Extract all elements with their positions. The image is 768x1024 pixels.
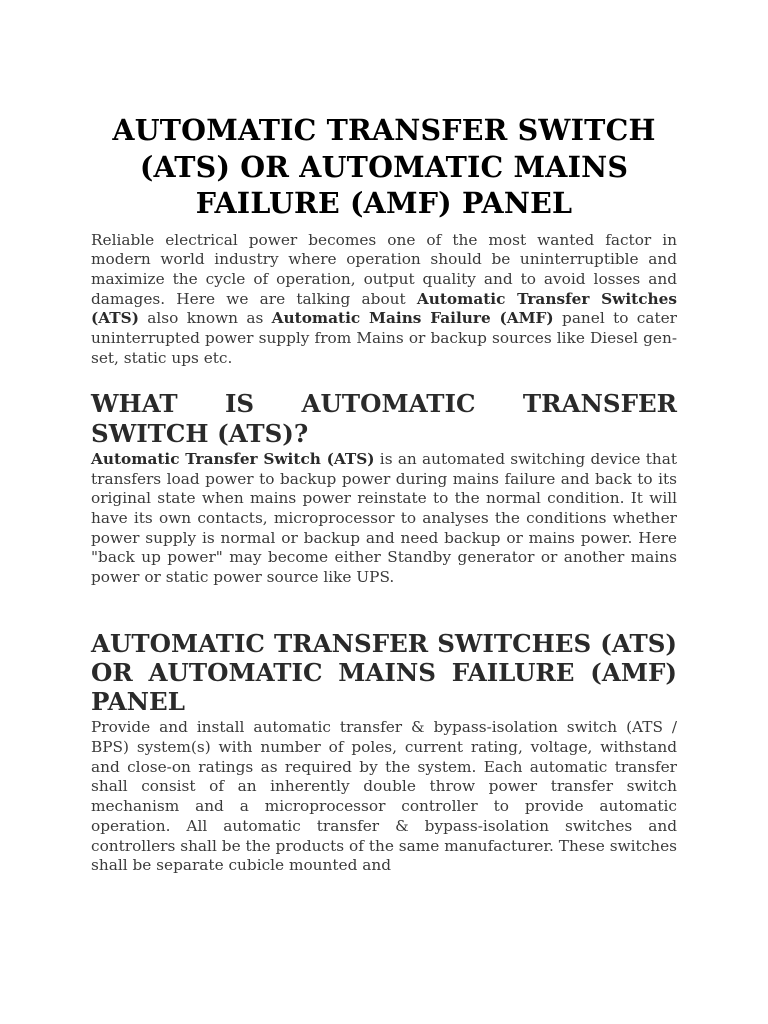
document-page: [91, 112, 677, 876]
section-heading-line-2: SWITCH (ATS)?: [91, 418, 309, 448]
ats-specification-paragraph: Provide and install automatic transfer & bypass-isolation switch (ATS / BPS) system(s) with number of poles, current rating, voltage, withstand and close-on ratings as required by the system. Each automatic transfer shall consist of an inherently double throw power transfer switch mechanism and a microprocessor controller to provide automatic operation. All automatic transfer & bypass-isolation switches and controllers shall be the products of the same manufacturer. These switches shall be separate cubicle mounted and: [91, 718, 677, 875]
document-title: AUTOMATIC TRANSFER SWITCH (ATS) OR AUTOMATIC MAINS FAILURE (AMF) PANEL: [112, 113, 656, 220]
intro-text-3: panel to cater uninterrupted power supply from Mains or backup sources like Diesel gen-set, static ups etc.: [91, 309, 677, 367]
ats-definition-text: is an automated switching device that transfers load power to backup power during mains failure and back to its original state when mains power reinstate to the normal condition. It will have its own contacts, microprocessor to analyses the conditions whether power supply is normal or backup and need backup or mains power. Here "back up power" may become either Standby generator or another mains power or static power source like UPS.: [91, 449, 677, 587]
intro-paragraph: [91, 231, 677, 369]
section-heading-what-is-ats: [91, 389, 677, 447]
intro-bold-amf: Automatic Mains Failure (AMF): [271, 309, 554, 328]
section-heading-ats-amf-panel: AUTOMATIC TRANSFER SWITCHES (ATS) OR AUTOMATIC MAINS FAILURE (AMF) PANEL: [91, 628, 677, 717]
ats-definition-bold: Automatic Transfer Switch (ATS): [91, 449, 375, 468]
intro-text-2: also known as: [138, 309, 272, 328]
ats-definition-paragraph: [91, 450, 677, 588]
section-heading-line-1: WHAT IS AUTOMATIC TRANSFER: [91, 389, 677, 419]
intro-text-1: Reliable electrical power becomes one of the most wanted factor in modern world industry where operation should be uninterruptible and maximize the cycle of operation, output quality and to avoid losses and damages. Here we are talking about: [91, 230, 677, 308]
intro-bold-ats: Automatic Transfer Switches (ATS): [91, 289, 677, 328]
